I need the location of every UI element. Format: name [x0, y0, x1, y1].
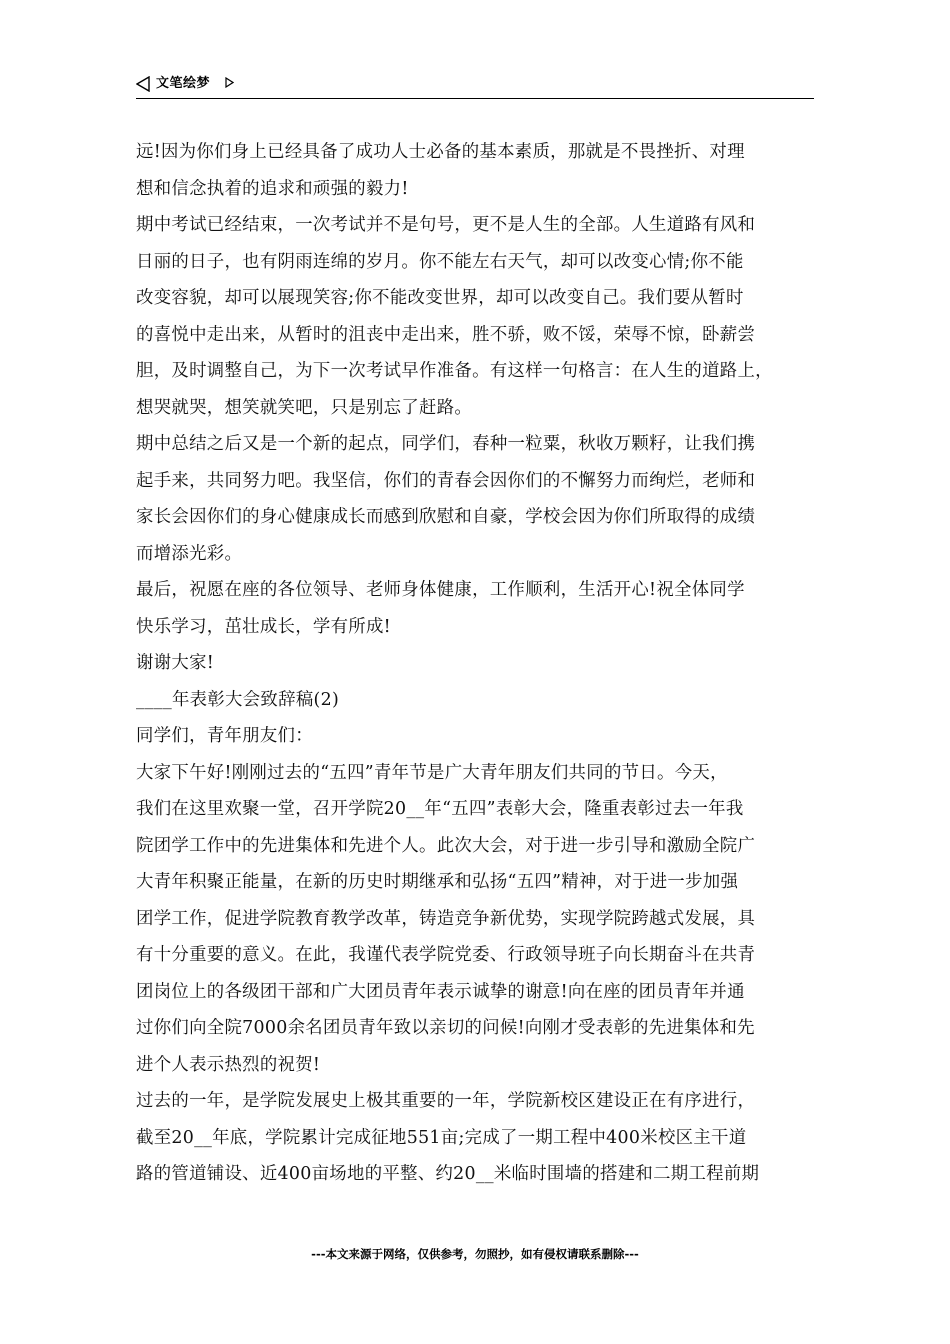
- text-line: 而增添光彩。: [136, 543, 243, 564]
- text-line: 路的管道铺设、近400亩场地的平整、约20__米临时围墙的搭建和二期工程前期: [136, 1164, 760, 1184]
- section-title: ____年表彰大会致辞稿(2): [136, 689, 340, 710]
- text-line: 最后，祝愿在座的各位领导、老师身体健康，工作顺利，生活开心!祝全体同学: [136, 580, 745, 600]
- text-line: 想和信念执着的追求和顽强的毅力!: [136, 178, 409, 199]
- text-line: 同学们，青年朋友们：: [136, 726, 313, 746]
- text-line: 我们在这里欢聚一堂，召开学院20__年“五四”表彰大会，隆重表彰过去一年我: [136, 799, 744, 819]
- document-body: [136, 134, 818, 1193]
- text-line: 谢谢大家!: [136, 653, 215, 673]
- footer-notice: ---本文来源于网络，仅供参考，勿照抄，如有侵权请联系删除---: [311, 1247, 639, 1261]
- text-line: 期中考试已经结束，一次考试并不是句号，更不是人生的全部。人生道路有风和: [136, 215, 756, 235]
- text-line: 大家下午好!刚刚过去的“五四”青年节是广大青年朋友们共同的节日。今天，: [136, 762, 728, 783]
- text-line: 大青年积聚正能量，在新的历史时期继承和弘扬“五四”精神，对于进一步加强: [136, 872, 739, 892]
- text-line: 起手来，共同努力吧。我坚信，你们的青春会因你们的不懈努力而绚烂，老师和: [136, 470, 756, 491]
- text-line: 院团学工作中的先进集体和先进个人。此次大会，对于进一步引导和激励全院广: [136, 835, 756, 856]
- text-line: 过你们向全院7000余名团员青年致以亲切的问候!向刚才受表彰的先进集体和先: [136, 1018, 755, 1038]
- text-line: 团学工作，促进学院教育教学改革，铸造竞争新优势，实现学院跨越式发展，具: [136, 908, 756, 929]
- text-line: 期中总结之后又是一个新的起点，同学们，春种一粒粟，秋收万颗籽，让我们携: [136, 434, 756, 454]
- text-line: 有十分重要的意义。在此，我谨代表学院党委、行政领导班子向长期奋斗在共青: [136, 945, 756, 965]
- text-line: 远!因为你们身上已经具备了成功人士必备的基本素质，那就是不畏挫折、对理: [136, 142, 745, 162]
- text-line: 胆，及时调整自己，为下一次考试早作准备。有这样一句格言：在人生的道路上，: [136, 361, 773, 381]
- text-line: 改变容貌，却可以展现笑容;你不能改变世界，却可以改变自己。我们要从暂时: [136, 288, 744, 308]
- triangle-left-icon: [136, 76, 150, 92]
- header-brand: 文笔绘梦: [156, 76, 211, 91]
- text-line: 想哭就哭，想笑就笑吧，只是别忘了赶路。: [136, 397, 473, 418]
- page-header: [136, 74, 814, 99]
- text-line: 的喜悦中走出来，从暂时的沮丧中走出来，胜不骄，败不馁，荣辱不惊，卧薪尝: [136, 324, 756, 345]
- text-line: 进个人表示热烈的祝贺!: [136, 1054, 321, 1075]
- text-line: 日丽的日子，也有阴雨连绵的岁月。你不能左右天气，却可以改变心情;你不能: [136, 251, 744, 272]
- text-line: 过去的一年，是学院发展史上极其重要的一年，学院新校区建设正在有序进行，: [136, 1091, 756, 1111]
- text-line: 截至20__年底，学院累计完成征地551亩;完成了一期工程中400米校区主干道: [136, 1127, 747, 1148]
- text-line: 团岗位上的各级团干部和广大团员青年表示诚挚的谢意!向在座的团员青年并通: [136, 981, 745, 1002]
- triangle-right-icon: [225, 77, 234, 88]
- text-line: 家长会因你们的身心健康成长而感到欣慰和自豪，学校会因为你们所取得的成绩: [136, 507, 756, 527]
- text-line: 快乐学习，茁壮成长，学有所成!: [136, 616, 391, 637]
